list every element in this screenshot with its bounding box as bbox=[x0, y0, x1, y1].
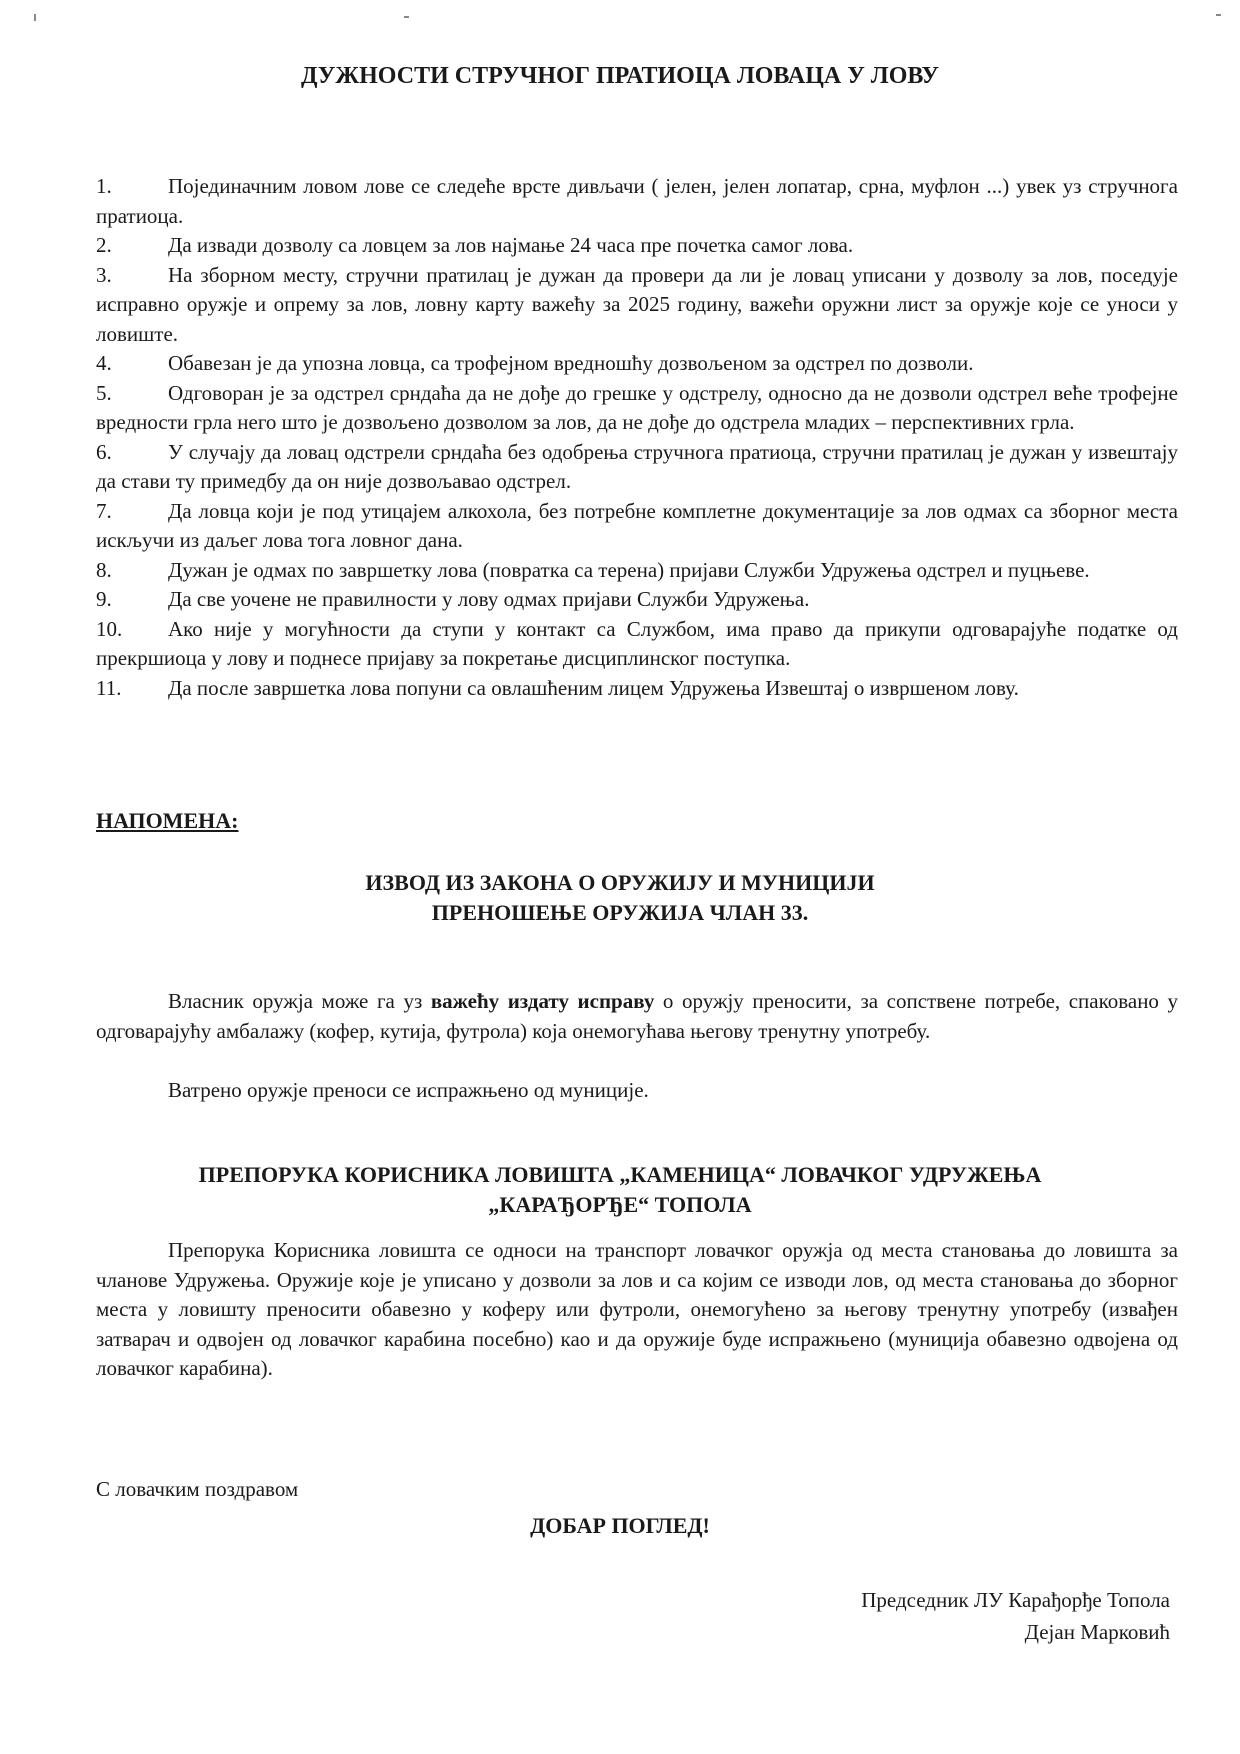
greeting: С ловачким поздравом bbox=[96, 1477, 299, 1501]
list-item: 5. Одговоран је за одстрел срндаћа да не дође до грешке у одстрелу, односно да не дозволи одстрел веће трофејне вредности грла него што је дозвољено дозволом за лов, да не дође до одстрела младих – перспективних грла. bbox=[96, 380, 1178, 434]
document-title: ДУЖНОСТИ СТРУЧНОГ ПРАТИОЦА ЛОВАЦА У ЛОВУ bbox=[300, 63, 940, 89]
list-item: 7. Да ловца који је под утицајем алкохола, без потребне комплетне документације за лов одмах са зборног места искључи из даљег лова тога ловног дана. bbox=[96, 498, 1178, 552]
list-item: 3. На зборном месту, стручни пратилац је дужан да провери да ли је ловац уписани у дозволу за лов, поседује исправно оружје и опрему за лов, ловну карту важећу за 2025 годину, важећи оружни лист за оружје које се уноси у ловиште. bbox=[96, 262, 1178, 346]
signer-name: Дејан Марковић bbox=[1024, 1620, 1170, 1644]
list-item: 2. Да извади дозволу са ловцем за лов најмање 24 часа пре почетка самог лова. bbox=[96, 233, 854, 257]
scan-speck bbox=[404, 16, 409, 18]
list-item: 11. Да после завршетка лова попуни са овлашћеним лицем Удружења Извештај о извршеном лову. bbox=[96, 675, 1019, 700]
signature-block bbox=[861, 1584, 1170, 1648]
list-item: 1. Појединачним ловом лове се следеће врсте дивљачи ( јелен, јелен лопатар, срна, муфлон ...) увек уз стручнога пратиоца. bbox=[96, 174, 1178, 228]
law-paragraph-2: Ватрено оружје преноси се испражњено од муниције. bbox=[168, 1078, 649, 1102]
list-item: 10. Ако није у могућности да ступи у контакт са Службом, има право да прикупи одговарајуће податке од прекршиоца у лову и поднесе пријаву за покретање дисциплинског поступка. bbox=[96, 616, 1178, 670]
duties-list bbox=[96, 172, 1178, 703]
list-item: 4. Обавезан је да упозна ловца, са трофејном вредношћу дозвољеном за одстрел по дозволи. bbox=[96, 351, 974, 375]
scan-speck bbox=[1216, 14, 1221, 16]
scan-speck bbox=[34, 14, 36, 21]
bold-phrase: важећу издату исправу bbox=[430, 989, 655, 1013]
list-item: 6. У случају да ловац одстрели срндаћа без одобрења стручнога пратиоца, стручни пратилац је дужан у извештају да стави ту примедбу да он није дозвољавао одстрел. bbox=[96, 439, 1178, 493]
motto: ДОБАР ПОГЛЕД! bbox=[530, 1513, 710, 1538]
napomena-label: НАПОМЕНА: bbox=[96, 808, 239, 833]
recommendation-heading: ПРЕПОРУКА КОРИСНИКА ЛОВИШТА „КАМЕНИЦА“ ЛОВАЧКОГ УДРУЖЕЊА „КАРАЂОРЂЕ“ ТОПОЛА bbox=[198, 1162, 1042, 1217]
law-paragraph: Власник оружја може га уз важећу издату исправу о оружју преносити, за сопствене потребе, спаковано у одговарајућу амбалажу (кофер, кутија, футрола) која онемогућава његову тренутну употребу. bbox=[96, 989, 1179, 1043]
recommendation-paragraph: Препорука Корисника ловишта се односи на транспорт ловачког оружја од места становања до ловишта за чланове Удружења. Оружије које је уписано у дозволи за лов и са којим се изводи лов, од места становања до зборног места у ловишту преносити обавезно у коферу или футроли, онемогућено за његову тренутну употребу (извађен затварач и одвојен од ловачког карабина посебно) као и да оружије буде испражњено (муниција обавезно одвојена од ловачког карабина). bbox=[96, 1238, 1178, 1380]
list-item: 8. Дужан је одмах по завршетку лова (повратка са терена) пријави Служби Удружења одстрел и пуцњеве. bbox=[96, 557, 1090, 582]
law-heading: ИЗВОД ИЗ ЗАКОНА О ОРУЖИЈУ И МУНИЦИЈИ ПРЕНОШЕЊЕ ОРУЖИЈА ЧЛАН 33. bbox=[365, 870, 875, 925]
list-item: 9. Да све уочене не правилности у лову одмах пријави Служби Удружења. bbox=[96, 587, 810, 611]
signer-title: Председник ЛУ Карађорђе Топола bbox=[861, 1588, 1170, 1612]
